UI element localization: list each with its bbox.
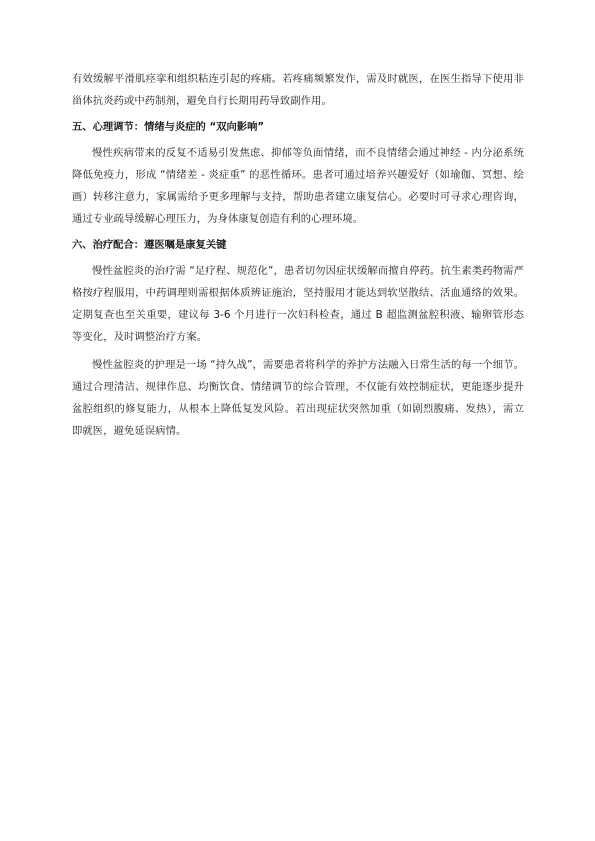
document-page xyxy=(72,68,524,442)
paragraph-psychology: 慢性疾病带来的反复不适易引发焦虑、抑郁等负面情绪，而不良情绪会通过神经 - 内分泌系统降低免疫力，形成 “情绪差 - 炎症重” 的恶性循环。患者可通过培养兴趣爱好（如瑜伽、冥想、绘画）转移注意力，家属需给予更多理解与支持，帮助患者建立康复信心。必要时可寻求心理咨询，通过专业疏导缓解心理压力，为身体康复创造有利的心理环境。 xyxy=(72,147,524,225)
paragraph-treatment: 慢性盆腔炎的治疗需 “足疗程、规范化”，患者切勿因症状缓解而擅自停药。抗生素类药物需严格按疗程服用，中药调理则需根据体质辨证施治，坚持服用才能达到软坚散结、活血通络的效果。定期复查也至关重要，建议每 3-6 个月进行一次妇科检查，通过 B 超监测盆腔积液、输卵管形态等变化，及时调整治疗方案。 xyxy=(72,265,524,343)
intro-paragraph: 有效缓解平滑肌痉挛和组织粘连引起的疼痛。若疼痛频繁发作，需及时就医，在医生指导下使用非甾体抗炎药或中药制剂，避免自行长期用药导致副作用。 xyxy=(72,73,524,107)
paragraph-conclusion: 慢性盆腔炎的护理是一场 “持久战”，需要患者将科学的养护方法融入日常生活的每一个细节。通过合理清洁、规律作息、均衡饮食、情绪调节的综合管理，不仅能有效控制症状，更能逐步提升盆腔组织的修复能力，从根本上降低复发风险。若出现症状突然加重（如剧烈腹痛、发热），需立即就医，避免延误病情。 xyxy=(72,359,524,437)
section-heading-psychology: 五、心理调节：情绪与炎症的 “双向影响” xyxy=(72,121,265,133)
section-heading-treatment: 六、治疗配合：遵医嘱是康复关键 xyxy=(72,239,227,251)
